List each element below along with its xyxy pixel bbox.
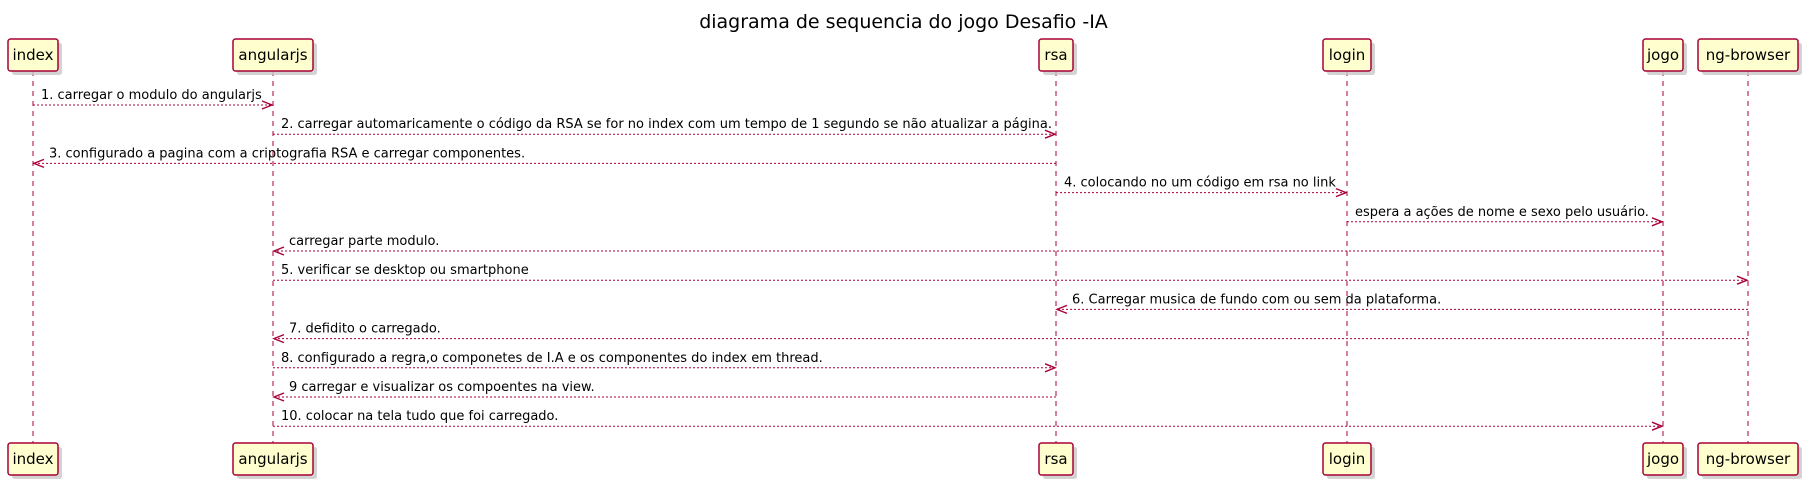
participant-ng-browser-top <box>1698 39 1802 75</box>
participant-login-top <box>1323 39 1375 75</box>
participant-label: jogo <box>1646 46 1680 64</box>
message-label: 8. configurado a regra,o componetes de I.A e os componentes do index em thread. <box>281 350 823 366</box>
message-5 <box>1347 205 1662 226</box>
participant-login-bottom <box>1323 443 1375 479</box>
message-label: 10. colocar na tela tudo que foi carregado. <box>281 409 559 425</box>
message-label: 2. carregar automaricamente o código da RSA se for no index com um tempo de 1 segundo se não atualizar a página. <box>281 117 1052 133</box>
message-8 <box>1057 292 1748 313</box>
message-label: 3. configurado a pagina com a criptografia RSA e carregar componentes. <box>49 146 526 162</box>
message-label: espera a ações de nome e sexo pelo usuário. <box>1355 204 1649 220</box>
message-9 <box>274 322 1748 343</box>
message-7 <box>273 263 1747 284</box>
participant-label: index <box>12 450 54 468</box>
participant-angularjs-top <box>233 39 317 75</box>
message-label: 6. Carregar musica de fundo com ou sem da plataforma. <box>1072 292 1442 308</box>
participant-label: ng-browser <box>1705 450 1791 468</box>
message-2 <box>273 117 1055 138</box>
participant-angularjs-bottom <box>233 443 317 479</box>
participant-label: rsa <box>1044 46 1068 64</box>
participant-ng-browser-bottom <box>1698 443 1802 479</box>
participant-jogo-top <box>1643 39 1687 75</box>
diagram-title: diagrama de sequencia do jogo Desafio -IA <box>699 11 1108 33</box>
message-label: carregar parte modulo. <box>289 234 440 249</box>
participant-label: ng-browser <box>1705 46 1791 64</box>
message-11 <box>274 380 1056 401</box>
message-label: 5. verificar se desktop ou smartphone <box>281 263 529 279</box>
message-label: 1. carregar o modulo do angularjs <box>41 88 262 103</box>
participants-bottom <box>8 443 1802 479</box>
participant-index-bottom <box>8 443 62 479</box>
participant-label: rsa <box>1044 450 1068 468</box>
message-1 <box>33 88 272 109</box>
participant-label: angularjs <box>238 450 308 468</box>
message-label: 7. defidito o carregado. <box>289 321 441 337</box>
participant-index-top <box>8 39 62 75</box>
participant-label: login <box>1328 450 1366 468</box>
participant-label: index <box>12 46 54 64</box>
participant-rsa-bottom <box>1039 443 1077 479</box>
message-12 <box>273 409 1662 430</box>
participant-label: login <box>1328 46 1366 64</box>
message-3 <box>34 146 1056 167</box>
participant-label: jogo <box>1646 450 1680 468</box>
message-6 <box>274 234 1663 255</box>
participant-label: angularjs <box>238 46 308 64</box>
participant-rsa-top <box>1039 39 1077 75</box>
participant-jogo-bottom <box>1643 443 1687 479</box>
message-10 <box>273 351 1055 372</box>
message-label: 4. colocando no um código em rsa no link <box>1064 175 1336 191</box>
message-label: 9 carregar e visualizar os compoentes na view. <box>289 380 595 395</box>
messages <box>33 88 1748 430</box>
message-4 <box>1056 176 1346 197</box>
participants-top <box>8 39 1802 75</box>
